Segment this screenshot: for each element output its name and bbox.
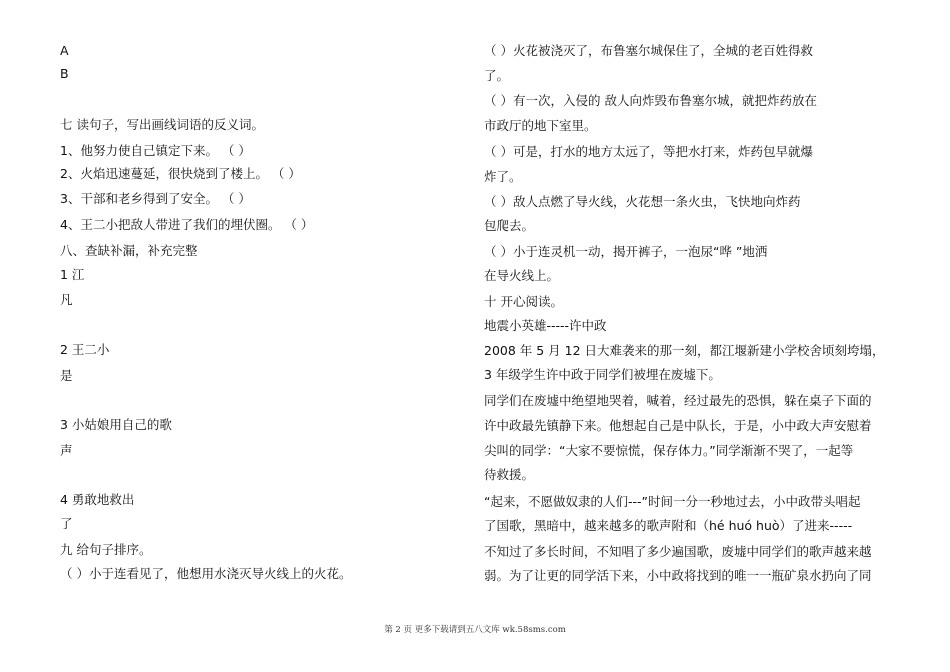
right-line-21: 不知过了多长时间，不知唱了多少遍国歌，废墟中同学们的歌声越来越 xyxy=(484,544,872,559)
right-line-4: 市政厅的地下室里。 xyxy=(484,118,597,133)
left-line-9: 1 江 xyxy=(60,267,85,282)
left-line-13: 3 小姑娘用自己的歌 xyxy=(60,417,172,432)
left-line-2: B xyxy=(60,66,69,81)
right-line-16: 许中政最先镇静下来。他想起自己是中队长，于是，小中政大声安慰着 xyxy=(484,418,872,433)
right-line-13: 2008 年 5 月 12 日大难袭来的那一刻，都江堰新建小学校舍顷刻垮塌， xyxy=(484,343,885,358)
right-line-6: 炸了。 xyxy=(484,169,522,184)
right-line-20: 了国歌，黑暗中，越来越多的歌声附和（hé huó huò）了进来----- xyxy=(484,518,853,533)
right-line-22: 弱。为了让更的同学活下来，小中政将找到的唯一一瓶矿泉水扔向了同 xyxy=(484,568,872,583)
left-line-8: 八、查缺补漏，补充完整 xyxy=(60,243,198,258)
right-line-9: （ ）小于连灵机一动，揭开裤子，一泡尿“哗 ”地洒 xyxy=(484,244,768,259)
right-line-10: 在导火线上。 xyxy=(484,268,560,283)
right-line-5: （ ）可是，打水的地方太远了，等把水打来，炸药包早就爆 xyxy=(484,144,813,159)
right-line-15: 同学们在废墟中绝望地哭着，喊着，经过最先的恐惧，躲在桌子下面的 xyxy=(484,393,872,408)
left-line-11: 2 王二小 xyxy=(60,342,110,357)
right-line-7: （ ）敌人点燃了导火线，火花想一条火虫，飞快地向炸药 xyxy=(484,194,801,209)
left-line-6: 3、干部和老乡得到了安全。 （ ） xyxy=(60,191,251,206)
right-line-8: 包爬去。 xyxy=(484,218,535,233)
right-line-3: （ ）有一次，入侵的 敌人向炸毁布鲁塞尔城，就把炸药放在 xyxy=(484,93,817,108)
right-line-18: 待救援。 xyxy=(484,467,535,482)
right-line-14: 3 年级学生许中政于同学们被埋在废墟下。 xyxy=(484,367,721,382)
right-line-2: 了。 xyxy=(484,68,510,83)
right-line-19: “起来，不愿做奴隶的人们---”时间一分一秒地过去，小中政带头唱起 xyxy=(484,494,861,509)
left-line-7: 4、王二小把敌人带进了我们的埋伏圈。 （ ） xyxy=(60,217,314,232)
left-line-18: （ ）小于连看见了，他想用水浇灭导火线上的火花。 xyxy=(60,566,352,581)
left-line-12: 是 xyxy=(60,368,73,383)
left-line-5: 2、火焰迅速蔓延，很快烧到了楼上。 （ ） xyxy=(60,166,301,181)
left-line-16: 了 xyxy=(60,516,73,531)
left-line-4: 1、他努力使自己镇定下来。 （ ） xyxy=(60,143,251,158)
left-line-10: 凡 xyxy=(60,292,73,307)
right-line-17: 尖叫的同学：“大家不要惊慌，保存体力。”同学渐渐不哭了，一起等 xyxy=(484,443,854,458)
left-line-14: 声 xyxy=(60,443,73,458)
left-line-3: 七 读句子，写出画线词语的反义词。 xyxy=(60,117,264,132)
right-line-12: 地震小英雄-----许中政 xyxy=(484,318,607,333)
page-footer: 第 2 页 更多下载请到五八文库 wk.58sms.com xyxy=(384,625,566,635)
right-line-11: 十 开心阅读。 xyxy=(484,294,563,309)
left-line-17: 九 给句子排序。 xyxy=(60,542,152,557)
right-line-1: （ ）火花被浇灭了，布鲁塞尔城保住了，全城的老百姓得救 xyxy=(484,43,813,58)
left-line-1: A xyxy=(60,43,69,58)
left-line-15: 4 勇敢地救出 xyxy=(60,492,135,507)
